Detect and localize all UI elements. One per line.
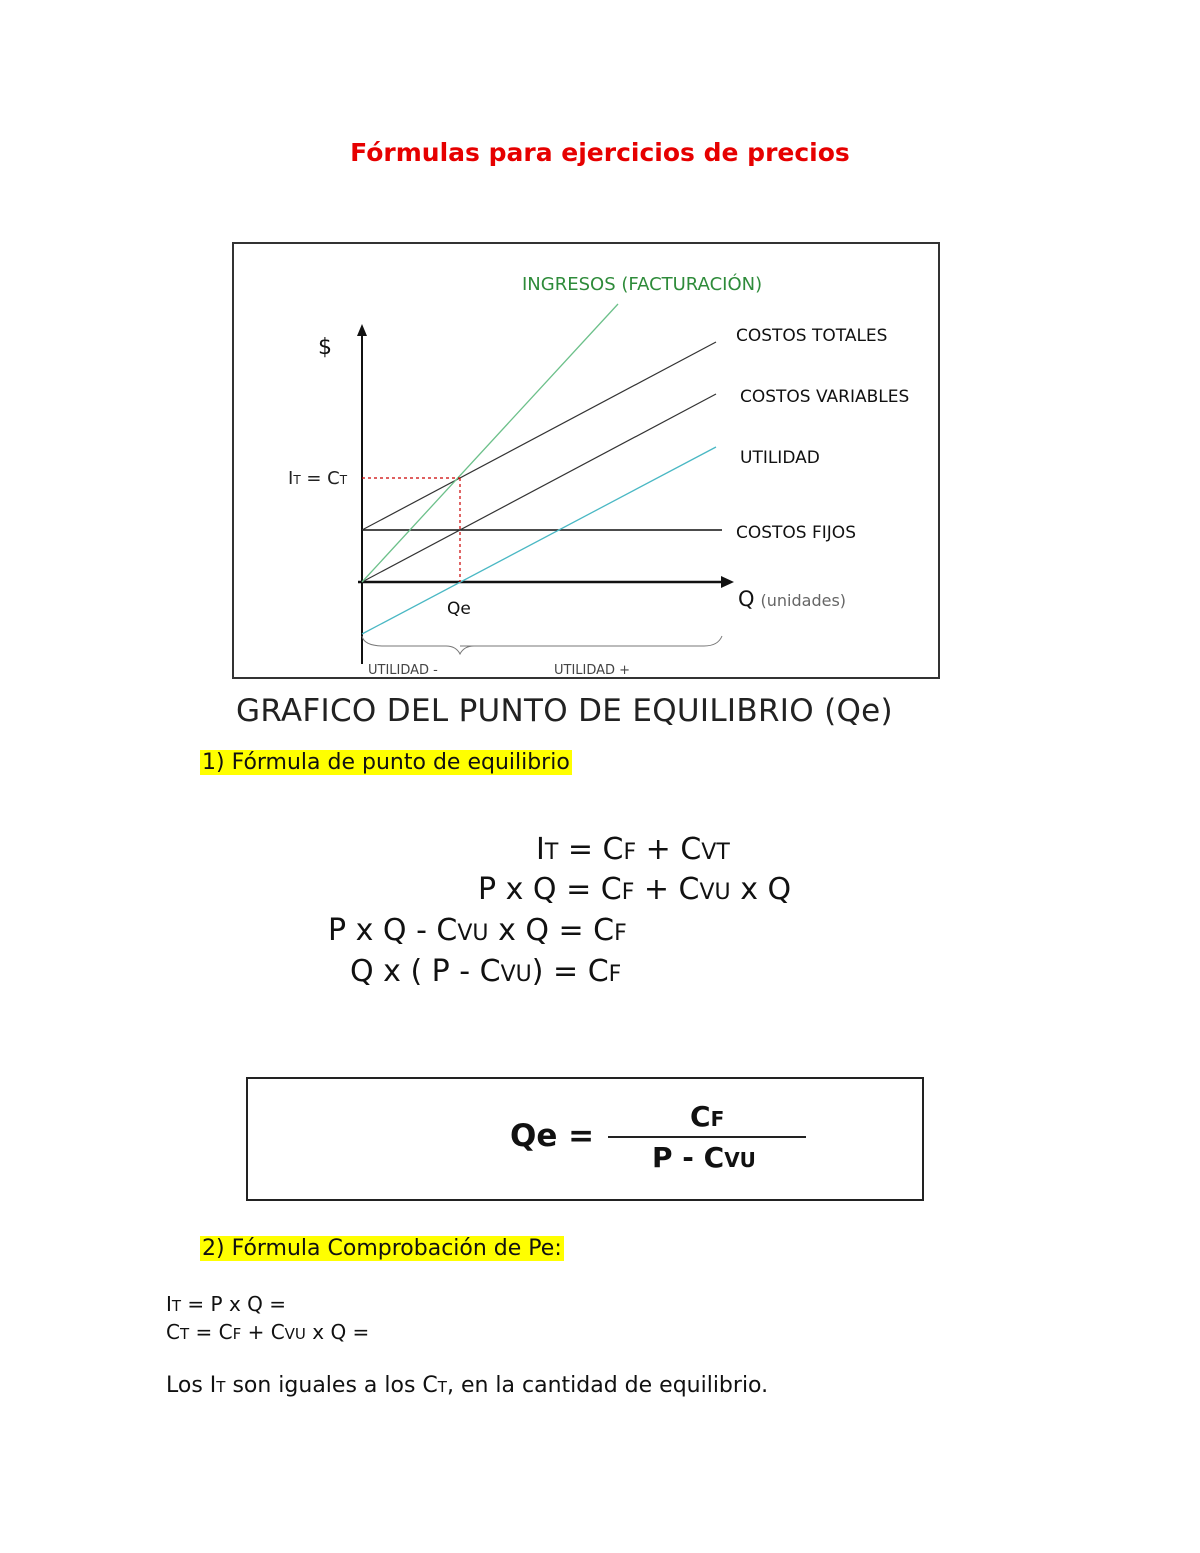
x-axis-arrow: [721, 576, 734, 588]
break-even-chart: [232, 242, 940, 679]
conclusion-text: Los IT son iguales a los CT, en la cantidad de equilibrio.: [166, 1373, 769, 1398]
ingresos-line: [362, 304, 618, 582]
check-line-2: CT = CF + CVU x Q =: [166, 1320, 370, 1344]
chart-svg: [234, 244, 938, 677]
costos-variables-line: [362, 394, 716, 582]
utilidad-pos-label: UTILIDAD +: [554, 663, 631, 677]
section-2-heading: 2) Fórmula Comprobación de Pe:: [202, 1236, 562, 1261]
formula-denominator: P - CVU: [652, 1141, 756, 1174]
y-axis-label: $: [318, 335, 332, 360]
equation-4: Q x ( P - CVU) = CF: [350, 954, 622, 989]
costos-totales-line: [362, 342, 716, 530]
formula-numerator: CF: [690, 1100, 725, 1133]
utilidad-line: [362, 447, 716, 634]
ingresos-label: INGRESOS (FACTURACIÓN): [522, 274, 763, 295]
chart-caption: GRAFICO DEL PUNTO DE EQUILIBRIO (Qe): [236, 693, 893, 729]
formula-lhs: Qe =: [510, 1118, 595, 1154]
qe-label: Qe: [447, 599, 471, 619]
page-title: Fórmulas para ejercicios de precios: [350, 138, 850, 167]
costos-fijos-label: COSTOS FIJOS: [736, 523, 856, 543]
utilidad-label: UTILIDAD: [740, 448, 820, 468]
section-1-heading: 1) Fórmula de punto de equilibrio: [202, 750, 570, 775]
fraction-line: [608, 1136, 806, 1138]
it-ct-label: IT = CT: [288, 468, 348, 489]
equation-3: P x Q - CVU x Q = CF: [328, 913, 627, 948]
utilidad-pos-brace: [460, 636, 722, 646]
utilidad-neg-brace: [362, 636, 474, 654]
x-axis-label: Q (unidades): [738, 587, 847, 611]
costos-variables-label: COSTOS VARIABLES: [740, 387, 910, 407]
equation-1: IT = CF + CVT: [536, 832, 730, 867]
y-axis-arrow: [357, 324, 367, 336]
costos-totales-label: COSTOS TOTALES: [736, 326, 888, 346]
equation-2: P x Q = CF + CVU x Q: [478, 872, 792, 907]
check-line-1: IT = P x Q =: [166, 1292, 287, 1316]
utilidad-neg-label: UTILIDAD -: [368, 663, 438, 677]
